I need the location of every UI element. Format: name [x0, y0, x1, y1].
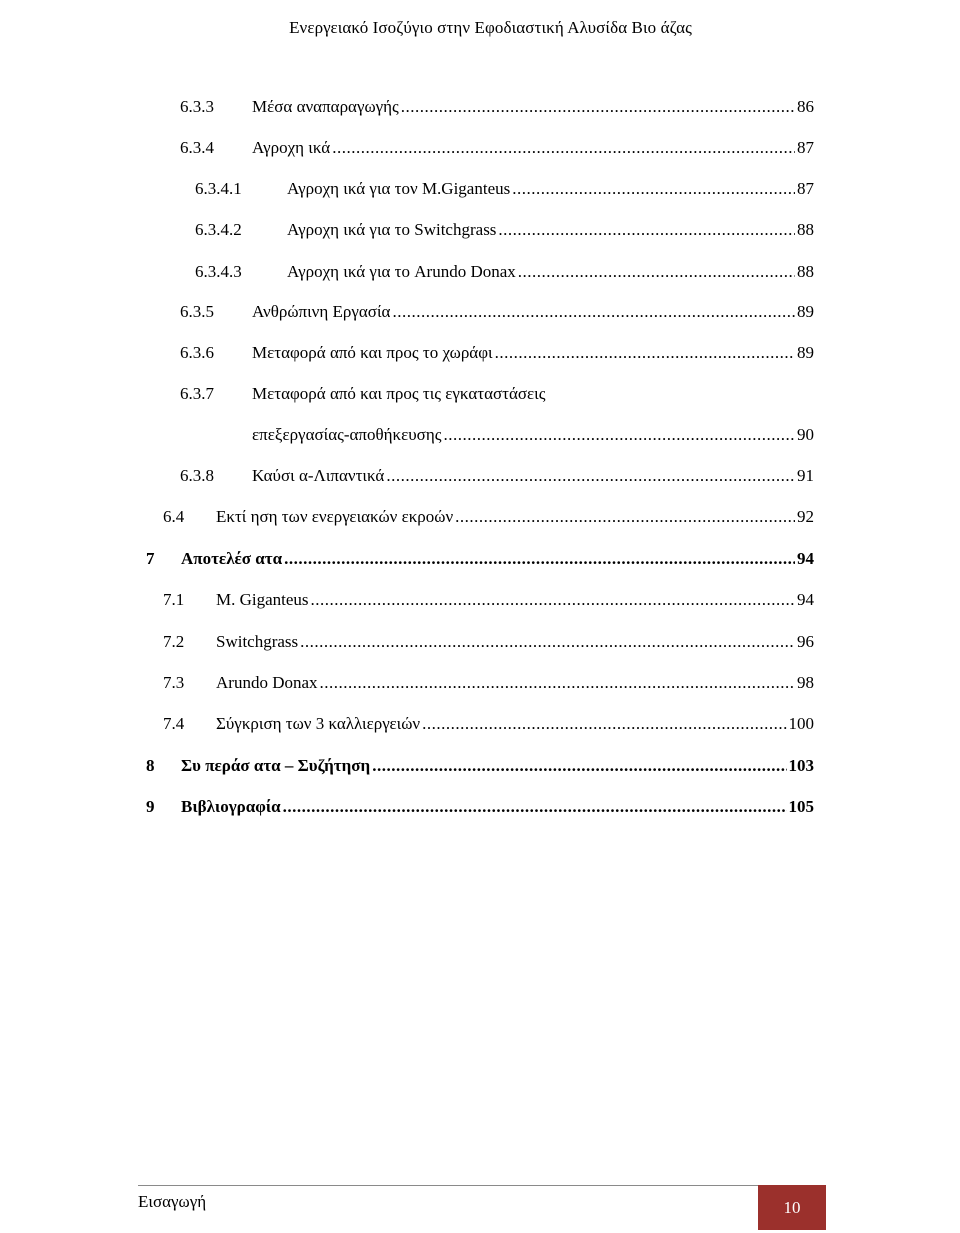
toc-entry[interactable]: [180, 461, 814, 487]
toc-entry-number: 9: [146, 797, 155, 816]
toc-entry[interactable]: [195, 257, 814, 283]
toc-entry-number: 6.3.5: [180, 302, 214, 321]
toc-entry-number: 6.3.8: [180, 466, 214, 485]
toc-entry-title: Μεταφορά από και προς τις εγκαταστάσεις: [252, 384, 546, 403]
toc-leader-dots: [512, 178, 795, 200]
toc-entry-number: 7.1: [163, 590, 185, 609]
toc-entry-page: 90: [797, 425, 814, 444]
toc-entry[interactable]: [180, 92, 814, 118]
toc-entry-page: 88: [797, 262, 814, 281]
toc-entry-title: Μέσα αναπαραγωγής: [252, 97, 399, 116]
toc-leader-dots: [495, 342, 795, 364]
toc-entry-page: 87: [797, 138, 814, 157]
toc-entry-title: M. Giganteus: [216, 590, 309, 609]
toc-entry-title: Αγροχη ικά για τον M.Giganteus: [287, 179, 511, 198]
toc-chapter-entry[interactable]: [146, 792, 814, 818]
toc-entry-number: 6.3.4.2: [195, 220, 242, 239]
toc-leader-dots: [332, 137, 795, 159]
toc-entry-title: Καύσι α-Λιπαντικά: [252, 466, 385, 485]
footer-divider: [138, 1185, 758, 1186]
toc-leader-dots: [401, 96, 795, 118]
toc-entry-page: 96: [797, 632, 814, 651]
toc-leader-dots: [498, 219, 795, 241]
toc-entry-title: Συ περάσ ατα – Συζήτηση: [181, 756, 371, 775]
footer-section-label: Εισαγωγή: [138, 1192, 207, 1211]
toc-chapter-entry[interactable]: [146, 751, 814, 777]
toc-entry-title: Βιβλιογραφία: [181, 797, 281, 816]
toc-leader-dots: [372, 755, 786, 777]
toc-entry-number: 6.3.4.3: [195, 262, 242, 281]
toc-leader-dots: [518, 261, 795, 283]
toc-entry-title: Αγροχη ικά για το Switchgrass: [287, 220, 497, 239]
toc-entry-number: 8: [146, 756, 155, 775]
toc-entry-continuation[interactable]: [252, 420, 814, 446]
toc-entry-page: 105: [788, 797, 814, 816]
toc-entry-page: 86: [797, 97, 814, 116]
toc-entry-title: Μεταφορά από και προς το χωράφι: [252, 343, 493, 362]
toc-entry-title: Σύγκριση των 3 καλλιεργειών: [216, 714, 421, 733]
toc-entry[interactable]: [163, 668, 814, 694]
footer-page-number-badge: [758, 1185, 826, 1230]
toc-entry-number: 6.3.6: [180, 343, 214, 362]
toc-chapter-entry[interactable]: [146, 544, 814, 570]
toc-entry-title: Switchgrass: [216, 632, 299, 651]
toc-entry-title: Ανθρώπινη Εργασία: [252, 302, 391, 321]
toc-leader-dots: [300, 631, 795, 653]
toc-entry-page: 89: [797, 302, 814, 321]
toc-entry-page: 94: [797, 549, 814, 568]
toc-entry[interactable]: [180, 297, 814, 323]
toc-entry[interactable]: [180, 379, 814, 405]
toc-entry-page: 91: [797, 466, 814, 485]
toc-entry-number: 7.3: [163, 673, 185, 692]
toc-entry[interactable]: [195, 215, 814, 241]
toc-entry-page: 98: [797, 673, 814, 692]
toc-entry-title: επεξεργασίας-αποθήκευσης: [252, 425, 442, 444]
toc-entry-page: 100: [788, 714, 814, 733]
toc-entry-number: 6.3.4: [180, 138, 214, 157]
toc-entry-title: Αποτελέσ ατα: [181, 549, 283, 568]
toc-leader-dots: [443, 424, 795, 446]
footer-page-number: 10: [783, 1197, 801, 1217]
toc-entry-title: Αγροχη ικά για το Arundo Donax: [287, 262, 516, 281]
toc-entry-page: 94: [797, 590, 814, 609]
toc-entry[interactable]: [163, 709, 814, 735]
toc-entry[interactable]: [180, 133, 814, 159]
toc-leader-dots: [386, 465, 795, 487]
toc-entry[interactable]: [163, 585, 814, 611]
toc-entry-number: 6.3.7: [180, 384, 214, 403]
toc-entry-page: 103: [788, 756, 814, 775]
toc-leader-dots: [284, 548, 795, 570]
toc-leader-dots: [422, 713, 786, 735]
toc-leader-dots: [392, 301, 795, 323]
toc-entry-number: 7.4: [163, 714, 185, 733]
toc-entry-title: Arundo Donax: [216, 673, 318, 692]
toc-entry[interactable]: [163, 502, 814, 528]
toc-leader-dots: [320, 672, 795, 694]
toc-entry[interactable]: [195, 174, 814, 200]
toc-leader-dots: [283, 796, 787, 818]
running-header: Ενεργειακό Ισοζύγιο στην Εφοδιαστική Αλυσίδα Βιο άζας: [289, 18, 692, 37]
toc-entry-title: Αγροχη ικά: [252, 138, 331, 157]
toc-entry-page: 88: [797, 220, 814, 239]
toc-entry-number: 6.3.3: [180, 97, 214, 116]
toc-leader-dots: [455, 506, 795, 528]
toc-entry-title: Εκτί ηση των ενεργειακών εκροών: [216, 507, 454, 526]
toc-entry[interactable]: [180, 338, 814, 364]
toc-entry-page: 89: [797, 343, 814, 362]
toc-entry[interactable]: [163, 627, 814, 653]
toc-entry-number: 6.3.4.1: [195, 179, 242, 198]
toc-entry-number: 7.2: [163, 632, 185, 651]
toc-entry-page: 87: [797, 179, 814, 198]
toc-entry-number: 7: [146, 549, 155, 568]
toc-entry-page: 92: [797, 507, 814, 526]
toc-entry-number: 6.4: [163, 507, 185, 526]
toc-leader-dots: [311, 589, 795, 611]
